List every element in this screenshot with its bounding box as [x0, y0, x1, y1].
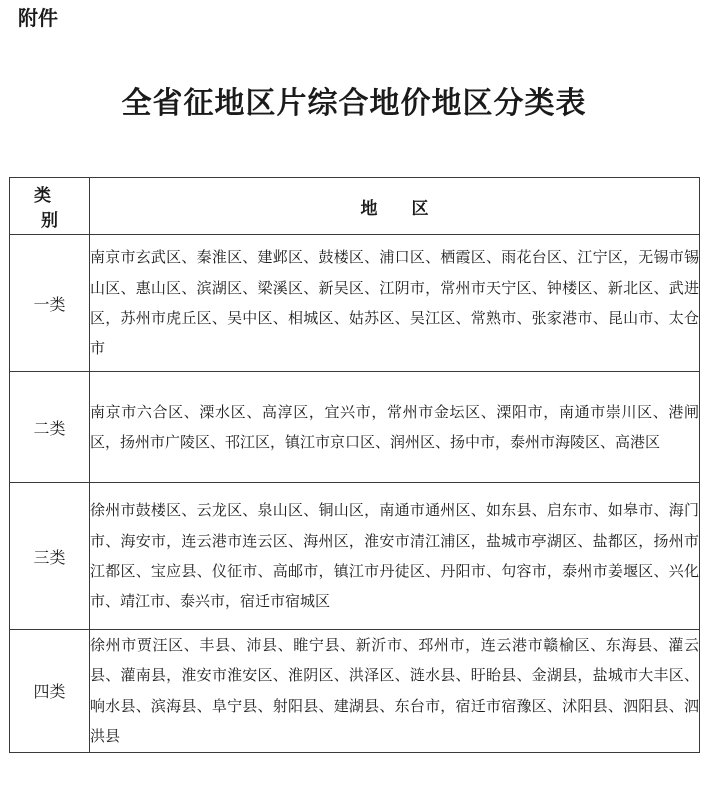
regions-cell: 徐州市鼓楼区、云龙区、泉山区、铜山区，南通市通州区、如东县、启东市、如皋市、海门市、海安市，连云港市连云区、海州区，淮安市清江浦区，盐城市亭湖区、盐都区，扬州市江都区、宝应县、仪征市、高邮市，镇江市丹徒区、丹阳市、句容市，泰州市姜堰区、兴化市、靖江市、泰兴市，宿迁市宿城区 [90, 483, 700, 630]
classification-table [9, 177, 700, 753]
page-title: 全省征地区片综合地价地区分类表 [121, 86, 587, 121]
table-row [10, 235, 700, 372]
regions-cell: 徐州市贾汪区、丰县、沛县、睢宁县、新沂市、邳州市，连云港市赣榆区、东海县、灌云县、灌南县，淮安市淮安区、淮阴区、洪泽区、涟水县、盱眙县、金湖县，盐城市大丰区、响水县、滨海县、阜宁县、射阳县、建湖县、东台市，宿迁市宿豫区、沭阳县、泗阳县、泗洪县 [90, 630, 700, 753]
table-row [10, 372, 700, 483]
attachment-label: 附件 [18, 6, 58, 30]
regions-cell: 南京市玄武区、秦淮区、建邺区、鼓楼区、浦口区、栖霞区、雨花台区、江宁区，无锡市锡山区、惠山区、滨湖区、梁溪区、新吴区、江阴市，常州市天宁区、钟楼区、新北区、武进区，苏州市虎丘区、吴中区、相城区、姑苏区、吴江区、常熟市、张家港市、昆山市、太仓市 [90, 235, 700, 372]
header-category: 类 别 [10, 178, 90, 235]
table-row [10, 630, 700, 753]
category-cell: 一类 [10, 235, 90, 372]
regions-cell: 南京市六合区、溧水区、高淳区，宜兴市，常州市金坛区、溧阳市，南通市崇川区、港闸区，扬州市广陵区、邗江区，镇江市京口区、润州区、扬中市，泰州市海陵区、高港区 [90, 372, 700, 483]
category-cell: 二类 [10, 372, 90, 483]
table-header-row [10, 178, 700, 235]
category-cell: 四类 [10, 630, 90, 753]
table-row [10, 483, 700, 630]
header-region: 地 区 [90, 178, 700, 235]
category-cell: 三类 [10, 483, 90, 630]
